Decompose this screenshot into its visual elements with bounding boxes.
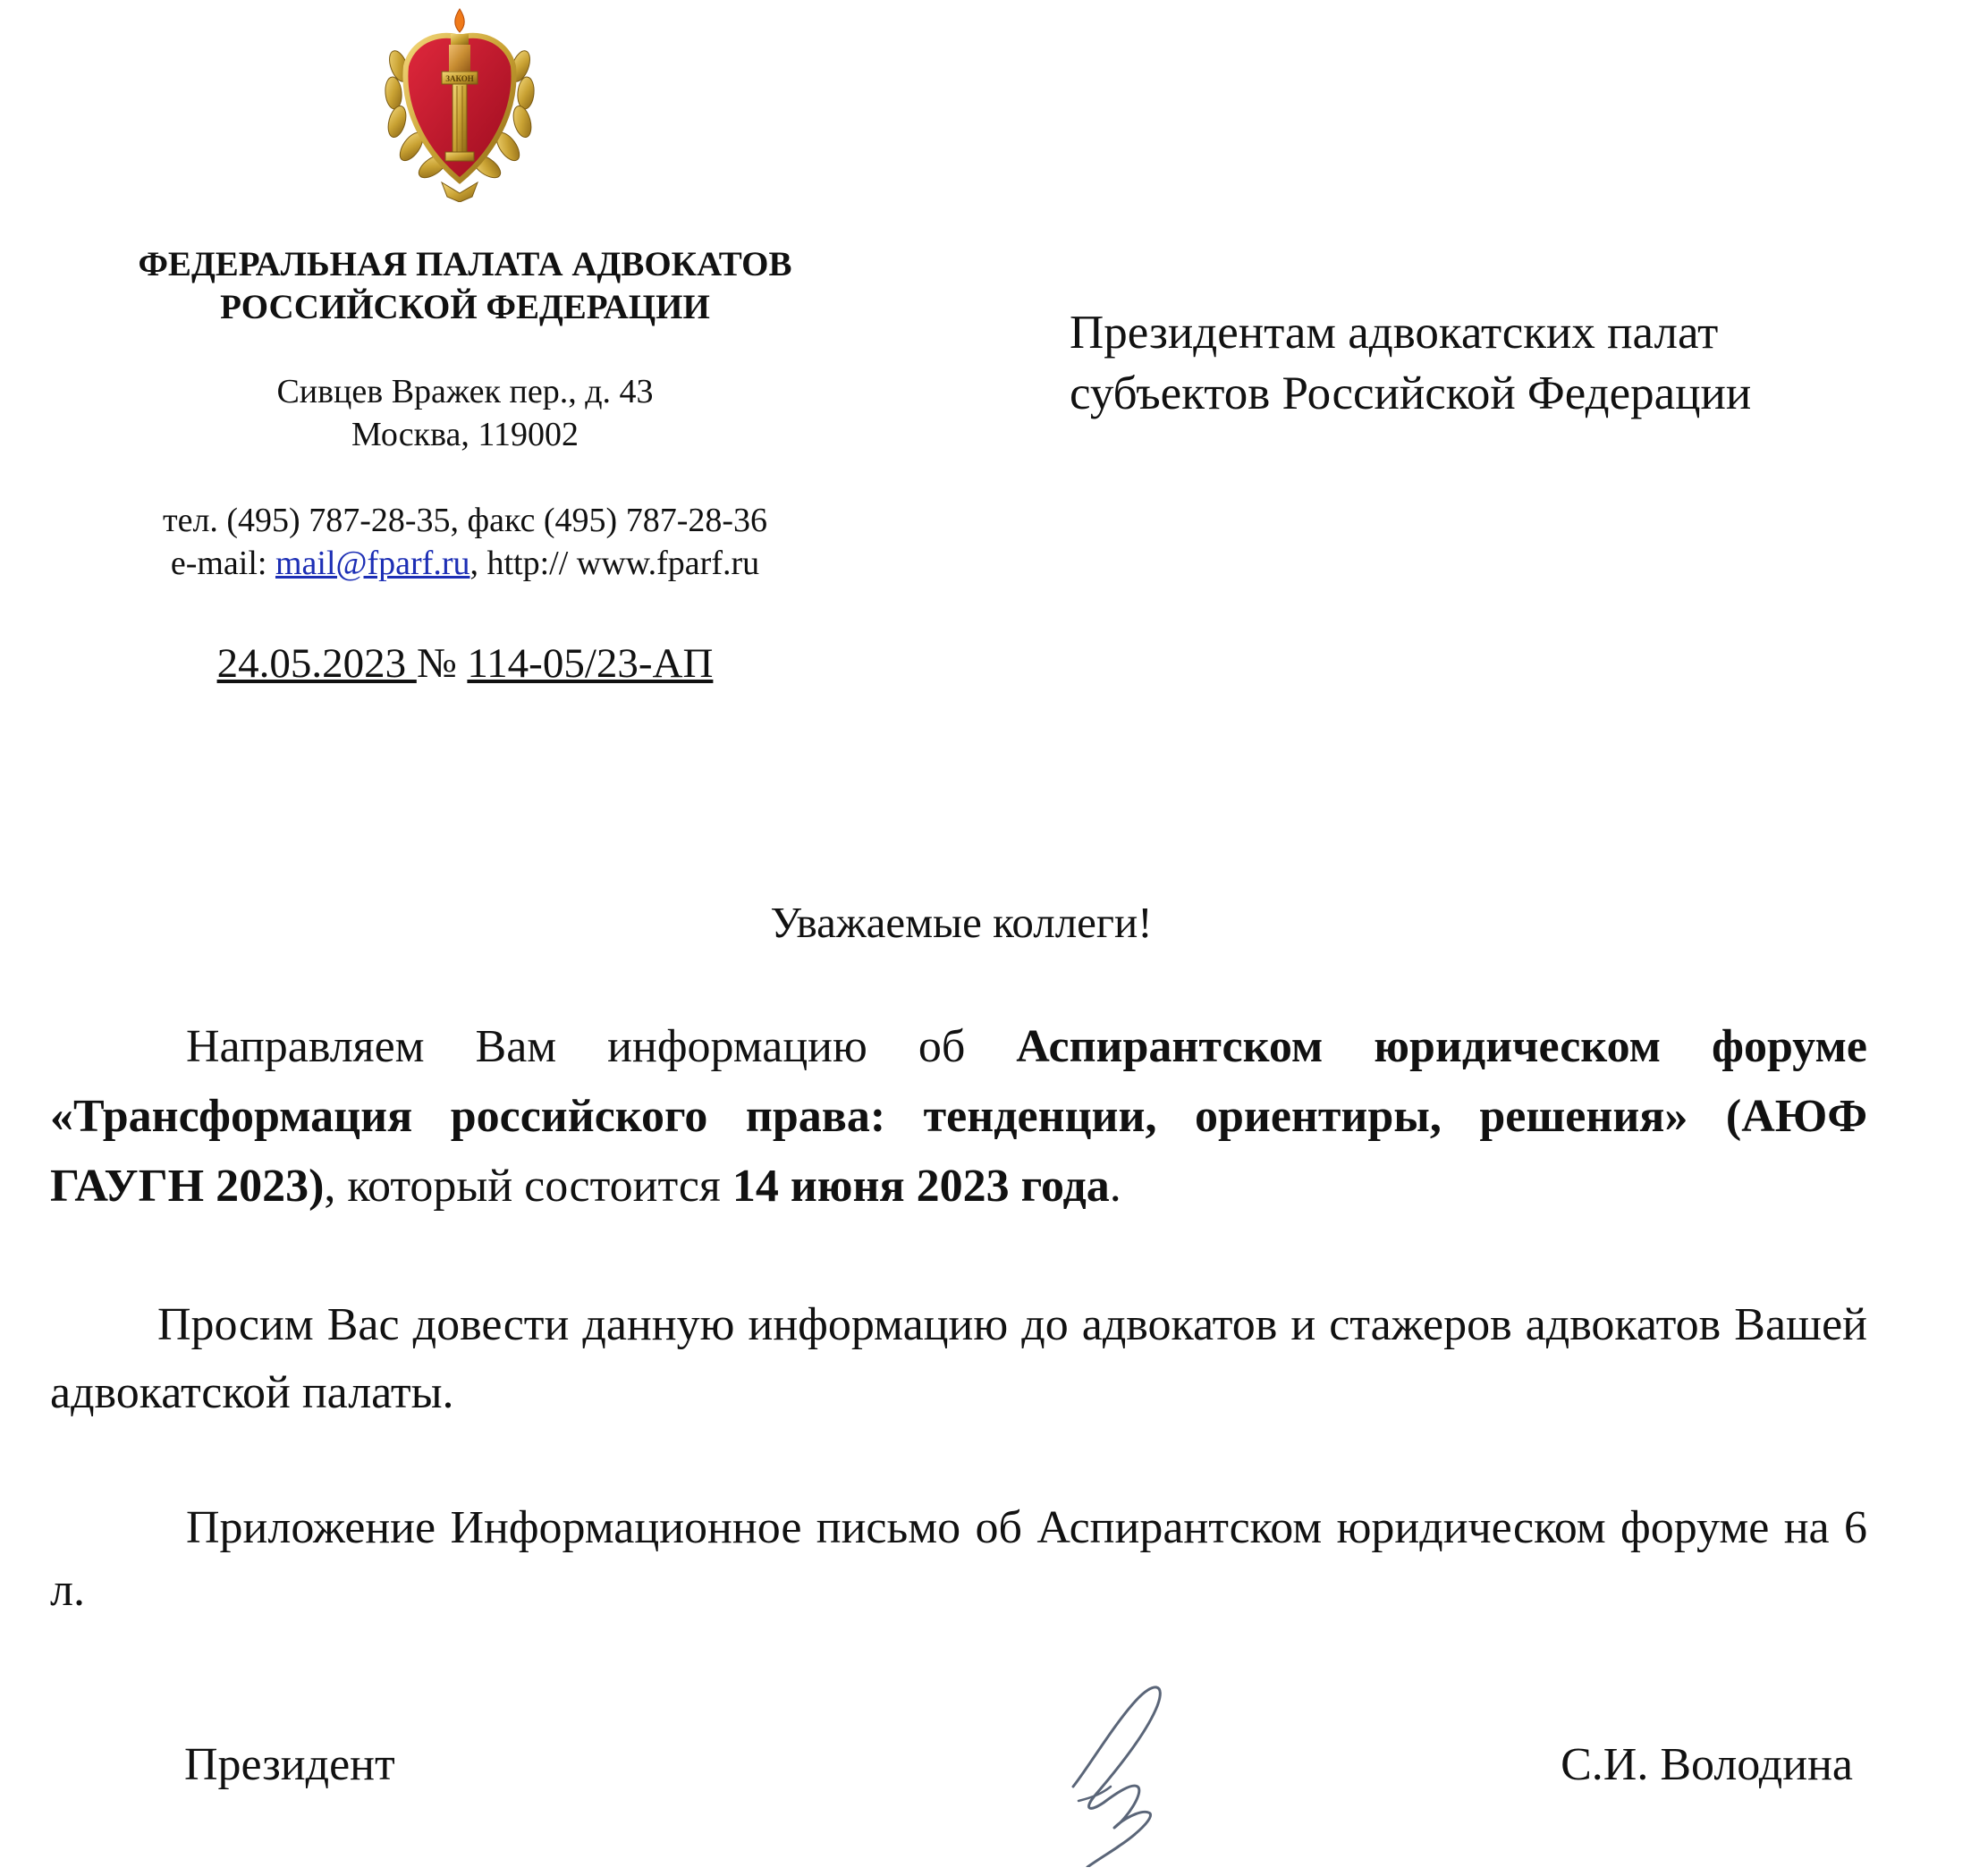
p2-text: Просим Вас довести данную информацию до адвокатов и стажеров адвокатов Вашей адвокатской палаты. bbox=[50, 1299, 1867, 1418]
forum-title: Аспирантском юридическом форуме «Трансформация российского права: тенденции, ориентиры, решения» (АЮФ ГАУГН 2023) bbox=[50, 1021, 1867, 1212]
address-city: Москва, 119002 bbox=[351, 416, 579, 453]
forum-date: 14 июня 2023 года bbox=[732, 1161, 1110, 1212]
registration-number: 114-05/23-АП bbox=[467, 640, 714, 687]
email-link[interactable]: mail@fparf.ru bbox=[275, 545, 470, 582]
paragraph-forum-info bbox=[50, 1012, 1867, 1221]
email-label: e-mail: bbox=[170, 545, 275, 582]
signer-title: Президент bbox=[184, 1739, 395, 1790]
p1-text-a: Направляем Вам информацию об bbox=[186, 1021, 1017, 1072]
p1-text-c: , который состоится bbox=[324, 1161, 732, 1212]
website-text: , http:// www.fparf.ru bbox=[469, 545, 760, 582]
addressee bbox=[1070, 302, 1928, 424]
org-name-line1: ФЕДЕРАЛЬНАЯ ПАЛАТА АДВОКАТОВ bbox=[138, 245, 792, 283]
org-contacts bbox=[54, 499, 876, 585]
org-address bbox=[54, 370, 876, 456]
letterhead bbox=[54, 243, 876, 689]
paragraph-attachment bbox=[50, 1497, 1867, 1622]
svg-text:ЗАКОН: ЗАКОН bbox=[445, 74, 474, 83]
email-web-line bbox=[54, 542, 876, 585]
addressee-line1: Президентам адвокатских палат bbox=[1070, 307, 1719, 359]
handwritten-signature-icon bbox=[1061, 1644, 1204, 1867]
p1-text-e: . bbox=[1109, 1161, 1121, 1212]
phone-fax-line: тел. (495) 787-28-35, факс (495) 787-28-36 bbox=[162, 502, 768, 539]
fpa-emblem-icon bbox=[383, 4, 537, 202]
address-street: Сивцев Вражек пер., д. 43 bbox=[276, 373, 654, 410]
paragraph-request bbox=[50, 1291, 1867, 1427]
number-sign: № bbox=[416, 640, 457, 687]
org-name bbox=[54, 243, 876, 329]
addressee-line2: субъектов Российской Федерации bbox=[1070, 368, 1752, 419]
p3-text: Приложение Информационное письмо об Аспирантском юридическом форуме на 6 л. bbox=[50, 1502, 1867, 1616]
document-date: 24.05.2023 bbox=[216, 640, 417, 687]
salutation: Уважаемые коллеги! bbox=[770, 898, 1153, 947]
signer-name: С.И. Володина bbox=[1561, 1739, 1853, 1790]
org-name-line2: РОССИЙСКОЙ ФЕДЕРАЦИИ bbox=[220, 288, 710, 326]
registration-line bbox=[54, 638, 876, 689]
